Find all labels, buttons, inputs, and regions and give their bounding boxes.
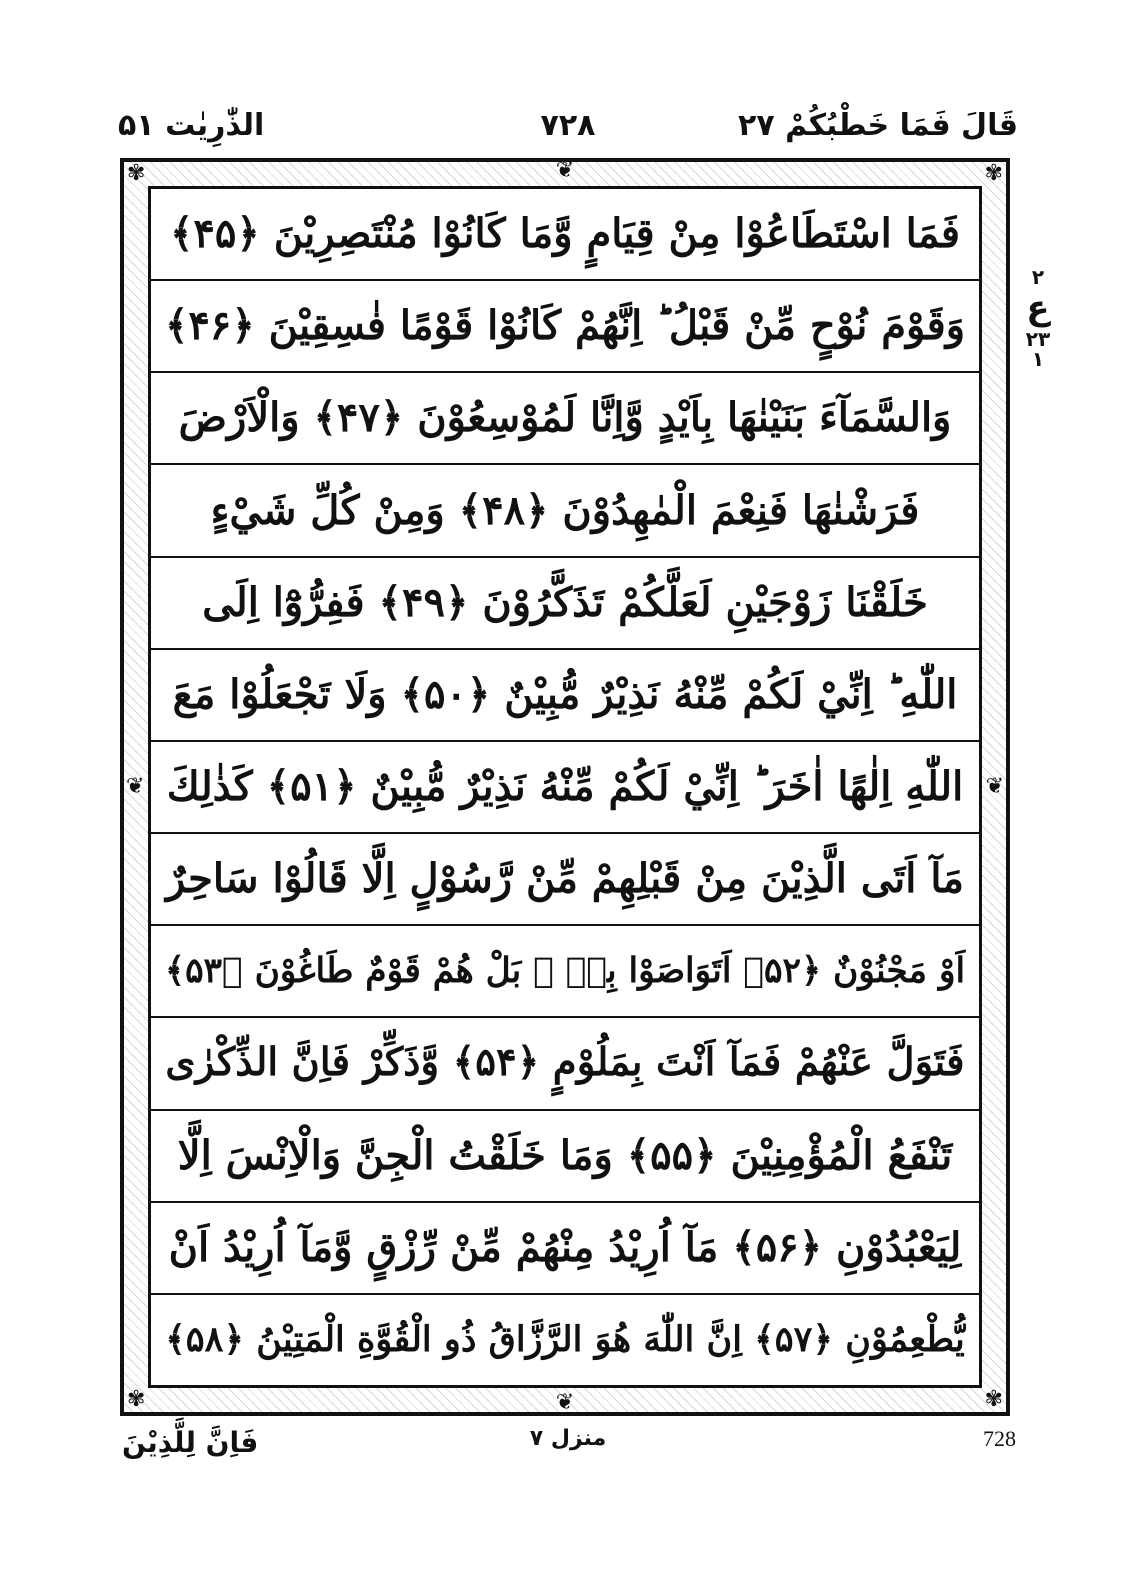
verse-line-text: مَآ اَتَى الَّذِيْنَ مِنْ قَبْلِهِمْ مِّنْ رَّسُوْلٍ اِلَّا قَالُوْا سَاحِرٌ: [166, 855, 964, 903]
verse-line: [151, 373, 979, 465]
verse-line: [151, 834, 979, 926]
verse-line-text: خَلَقْنَا زَوْجَيْنِ لَعَلَّكُمْ تَذَكَّرُوْنَ ﴿۴۹﴾ فَفِرُّوْٓا اِلَى: [202, 578, 928, 626]
verse-line-text: وَقَوْمَ نُوْحٍ مِّنْ قَبْلُ ؕ اِنَّهُمْ كَانُوْا قَوْمًا فٰسِقِيْنَ ﴿۴۶﴾: [165, 302, 965, 350]
verse-line: [151, 189, 979, 281]
border-ornament-icon: ❦: [126, 774, 145, 799]
verse-line-text: وَالسَّمَآءَ بَنَيْنٰهَا بِاَيْدٍ وَّاِنَّا لَمُوْسِعُوْنَ ﴿۴۷﴾ وَالْاَرْضَ: [178, 394, 952, 442]
border-ornament-icon: ❦: [555, 1390, 575, 1415]
border-ornament-icon: ❦: [555, 158, 575, 183]
surah-title: الذّٰرِيٰت ۵۱: [118, 108, 265, 143]
verse-line: [151, 650, 979, 742]
verse-line: [151, 1111, 979, 1203]
verse-line: [151, 281, 979, 373]
verse-line: [151, 558, 979, 650]
juz-title: قَالَ فَمَا خَطْبُكُمْ ۲۷: [738, 108, 1018, 143]
page-number-arabic: ۷۲۸: [540, 108, 596, 143]
verse-line-text: اللّٰهِ ؕ اِنِّيْ لَكُمْ مِّنْهُ نَذِيْرٌ مُّبِيْنٌ ﴿۵۰﴾ وَلَا تَجْعَلُوْا مَعَ: [172, 670, 958, 718]
verse-line-text: فَتَوَلَّ عَنْهُمْ فَمَآ اَنْتَ بِمَلُوْمٍ ﴿۵۴﴾ وَّذَكِّرْ فَاِنَّ الذِّكْرٰى: [165, 1040, 965, 1086]
page-header: [118, 100, 1018, 160]
corner-ornament-icon: ✾: [127, 161, 146, 186]
ruku-bottom-number: ۱: [1031, 347, 1045, 371]
page-footer: [118, 1418, 1018, 1478]
verse-line: [151, 1018, 979, 1110]
verse-lines: [151, 189, 979, 1385]
verse-line: [151, 742, 979, 834]
corner-ornament-icon: ✾: [127, 1387, 146, 1412]
page-number-latin: 728: [983, 1426, 1016, 1451]
ruku-number: ۲۳: [1025, 327, 1051, 351]
text-panel: [148, 186, 982, 1388]
corner-ornament-icon: ✾: [984, 1387, 1003, 1412]
verse-line-text: اللّٰهِ اِلٰهًا اٰخَرَ ؕ اِنِّيْ لَكُمْ مِّنْهُ نَذِيْرٌ مُّبِيْنٌ ﴿۵۱﴾ كَذٰلِكَ: [166, 763, 964, 811]
ruku-sign: ع: [1026, 288, 1050, 328]
ruku-top-number: ۲: [1031, 265, 1045, 289]
verse-line: [151, 465, 979, 557]
verse-line: [151, 1295, 979, 1385]
corner-ornament-icon: ✾: [984, 161, 1003, 186]
verse-line-text: لِيَعْبُدُوْنِ ﴿۵۶﴾ مَآ اُرِيْدُ مِنْهُمْ مِّنْ رِّزْقٍ وَّمَآ اُرِيْدُ اَنْ: [168, 1223, 962, 1271]
verse-line: [151, 1203, 979, 1295]
verse-line-text: فَمَا اسْتَطَاعُوْا مِنْ قِيَامٍ وَّمَا كَانُوْا مُنْتَصِرِيْنَ ﴿۴۵﴾: [169, 210, 961, 258]
verse-line-text: اَوْ مَجْنُوْنٌ ﴿۵۲﴾ اَتَوَاصَوْا بِهٖ ۚ بَلْ هُمْ قَوْمٌ طَاغُوْنَ ﴿۵۳﴾: [164, 950, 966, 991]
ornamental-border: [120, 158, 1010, 1416]
catchword: فَاِنَّ لِلَّذِيْنَ: [122, 1426, 259, 1459]
verse-line-text: فَرَشْنٰهَا فَنِعْمَ الْمٰهِدُوْنَ ﴿۴۸﴾ وَمِنْ كُلِّ شَيْءٍ: [210, 486, 920, 534]
verse-line-text: تَنْفَعُ الْمُؤْمِنِيْنَ ﴿۵۵﴾ وَمَا خَلَقْتُ الْجِنَّ وَالْاِنْسَ اِلَّا: [177, 1131, 953, 1179]
verse-line: [151, 926, 979, 1018]
border-ornament-icon: ❦: [985, 774, 1004, 799]
ruku-marker: [1017, 265, 1059, 371]
verse-line-text: يُّطْعِمُوْنِ ﴿۵۷﴾ اِنَّ اللّٰهَ هُوَ الرَّزَّاقُ ذُو الْقُوَّةِ الْمَتِيْنُ ﴿۵۸﴾: [165, 1318, 965, 1360]
manzil-label: منزل ۷: [529, 1426, 607, 1451]
